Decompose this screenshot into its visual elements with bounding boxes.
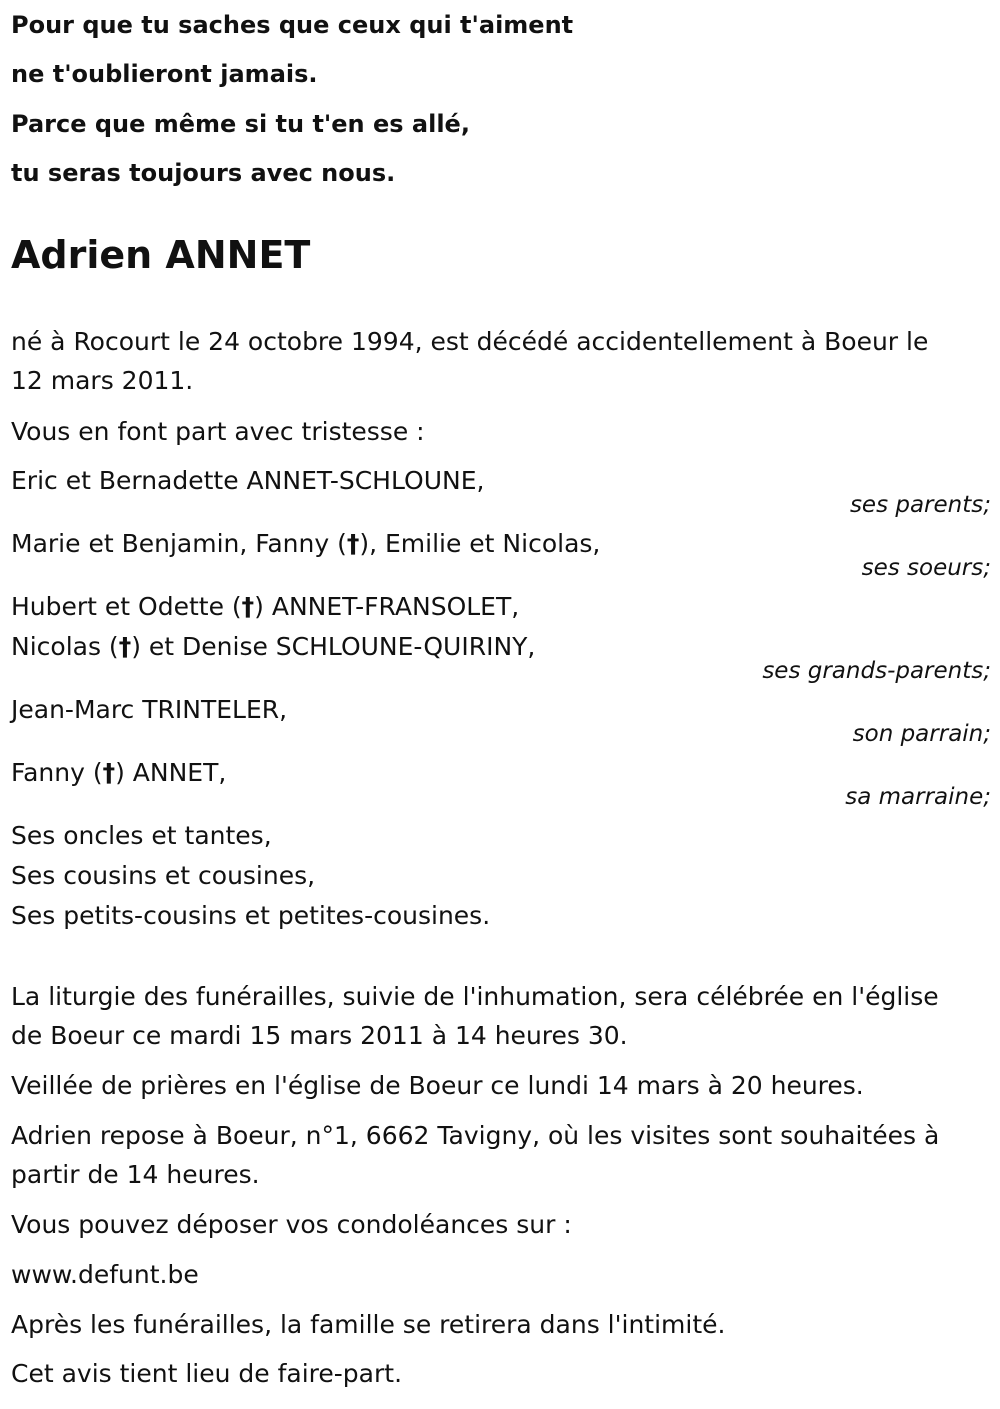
godmother-name (11, 753, 226, 793)
cross-icon: † (241, 592, 255, 621)
cross-icon: † (346, 529, 360, 558)
grandparents-text-a: Hubert et Odette ( (11, 592, 242, 621)
godmother-text-b: ) ANNET, (115, 758, 227, 787)
birth-death-line-1: né à Rocourt le 24 octobre 1994, est décédé accidentellement à Boeur le (11, 327, 929, 356)
intimacy-text: Après les funérailles, la famille se retirera dans l'intimité. (11, 1310, 726, 1339)
grandparents-relation: ses grands-parents; (762, 658, 991, 684)
deceased-name: Adrien ANNET (11, 233, 311, 277)
condolences-text: Vous pouvez déposer vos condoléances sur : (11, 1210, 572, 1239)
cross-icon: † (102, 758, 116, 787)
birth-death-line-2: 12 mars 2011. (11, 366, 194, 395)
website-link[interactable]: www.defunt.be (11, 1260, 199, 1289)
godfather-name: Jean-Marc TRINTELER, (11, 695, 288, 724)
godmother-text-a: Fanny ( (11, 758, 103, 787)
rest-line-2: partir de 14 heures. (11, 1160, 260, 1189)
poem-line-4: tu seras toujours avec nous. (11, 159, 396, 187)
sisters-text-b: ), Emilie et Nicolas, (359, 529, 601, 558)
liturgy-line-2: de Boeur ce mardi 15 mars 2011 à 14 heures 30. (11, 1021, 628, 1050)
relatives-line-1: Ses oncles et tantes, (11, 821, 272, 850)
relatives-line-2: Ses cousins et cousines, (11, 861, 316, 890)
poem-line-2: ne t'oublieront jamais. (11, 60, 318, 88)
grandparents-text-b: ) ANNET-FRANSOLET, (254, 592, 520, 621)
godfather-relation: son parrain; (852, 721, 991, 747)
godmother-relation: sa marraine; (845, 784, 991, 810)
announcement: Vous en font part avec tristesse : (11, 417, 425, 446)
rest-line-1: Adrien repose à Boeur, n°1, 6662 Tavigny, où les visites sont souhaitées à (11, 1121, 940, 1150)
sisters-text-a: Marie et Benjamin, Fanny ( (11, 529, 347, 558)
parents-names: Eric et Bernadette ANNET-SCHLOUNE, (11, 466, 485, 495)
grandparents-line-1 (11, 587, 519, 627)
grandparents-text-c: Nicolas ( (11, 632, 119, 661)
notice-text: Cet avis tient lieu de faire-part. (11, 1359, 403, 1388)
vigil-text: Veillée de prières en l'église de Boeur ce lundi 14 mars à 20 heures. (11, 1071, 864, 1100)
sisters-names (11, 524, 600, 564)
grandparents-text-d: ) et Denise SCHLOUNE-QUIRINY, (131, 632, 536, 661)
poem-line-1: Pour que tu saches que ceux qui t'aiment (11, 11, 574, 39)
relatives-line-3: Ses petits-cousins et petites-cousines. (11, 901, 491, 930)
parents-relation: ses parents; (849, 492, 991, 518)
cross-icon: † (118, 632, 132, 661)
liturgy-line-1: La liturgie des funérailles, suivie de l'inhumation, sera célébrée en l'église (11, 982, 939, 1011)
poem-line-3: Parce que même si tu t'en es allé, (11, 110, 470, 138)
sisters-relation: ses soeurs; (861, 555, 991, 581)
grandparents-line-2 (11, 627, 535, 667)
